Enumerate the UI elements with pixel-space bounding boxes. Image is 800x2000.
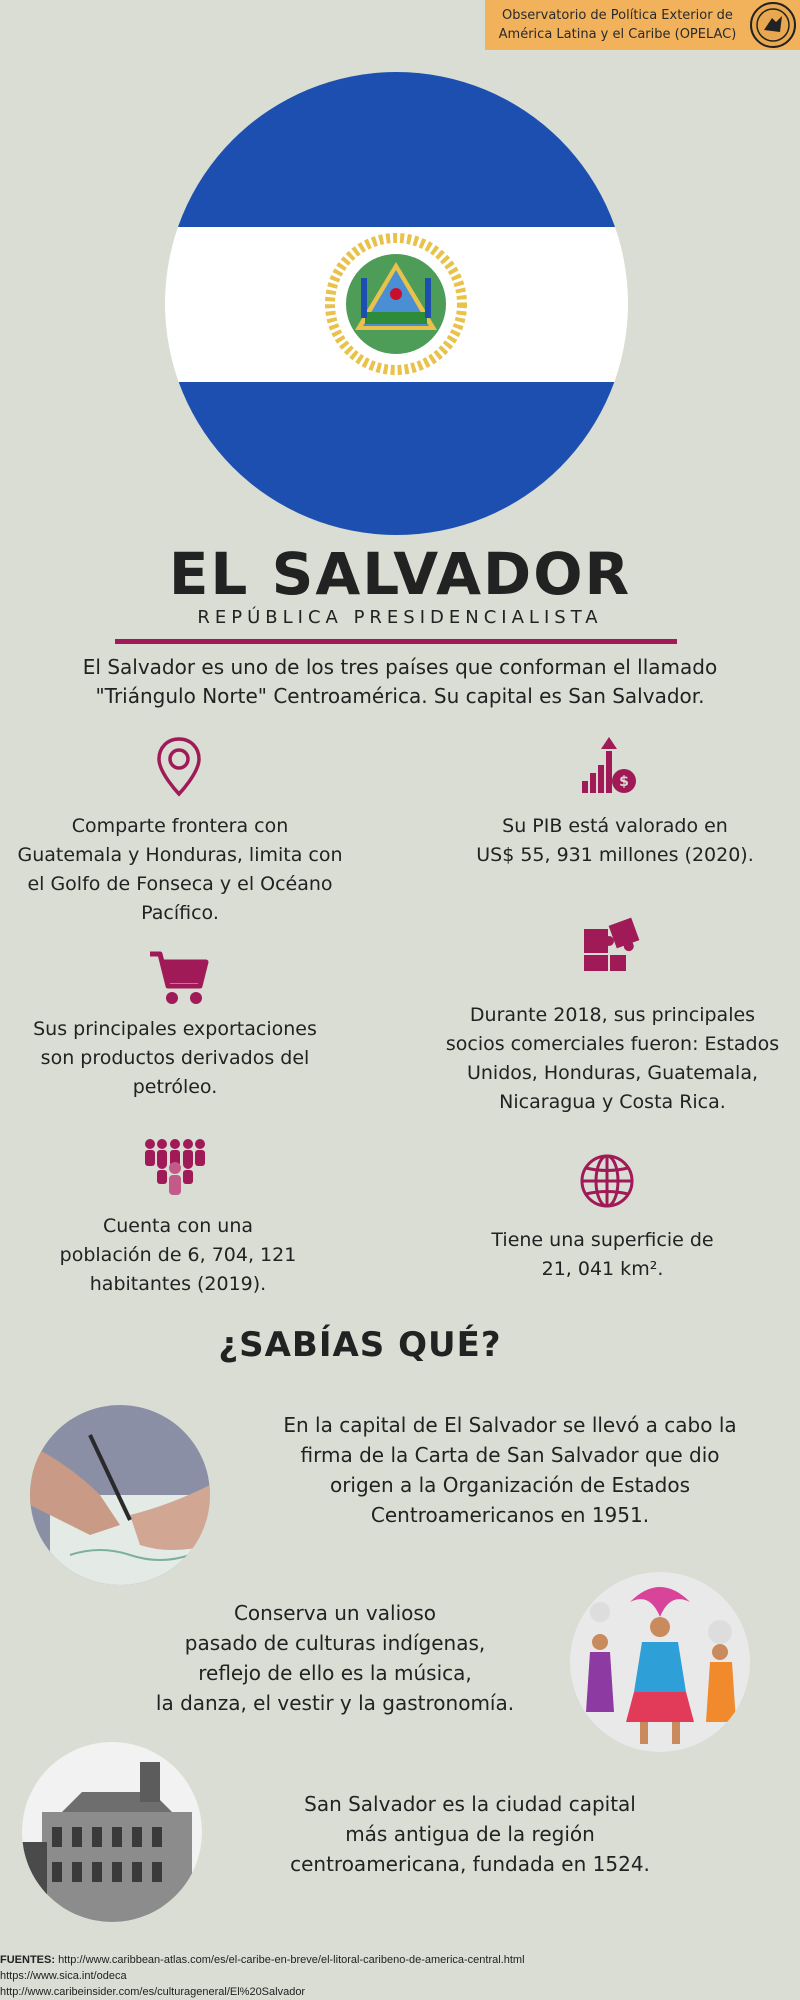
puzzle-icon [582,915,640,977]
did-you-know-line: pasado de culturas indígenas, [184,1631,486,1655]
did-you-know-line: origen a la Organización de Estados [329,1473,691,1497]
people-group-icon [142,1136,208,1200]
did-you-know-line: firma de la Carta de San Salvador que dio [300,1443,720,1467]
country-title: EL SALVADOR [168,540,632,608]
source-link-1[interactable]: http://www.caribbean-atlas.com/es/el-caribe-en-breve/el-litoral-caribeno-de-america-central.html [58,1954,525,1966]
fact-partners-line: Durante 2018, sus principales [469,1004,756,1026]
did-you-know-title: ¿SABÍAS QUÉ? [218,1325,502,1365]
fact-borders-line: Guatemala y Honduras, limita con [17,844,343,866]
title-divider [115,639,677,644]
el-salvador-flag [165,72,628,535]
sources-footer [0,1952,800,2000]
fact-exports-line: son productos derivados del [40,1047,310,1069]
fact-area-line: Tiene una superficie de [491,1229,714,1251]
fact-borders-line: el Golfo de Fonseca y el Océano [27,873,333,895]
did-you-know-item-2 [110,1598,560,1718]
did-you-know-line: San Salvador es la ciudad capital [304,1792,636,1816]
fact-partners-line: socios comerciales fueron: Estados [445,1033,780,1055]
fact-area-line: 21, 041 km². [541,1258,664,1280]
fact-partners-line: Nicaragua y Costa Rica. [499,1091,726,1113]
sources-label: FUENTES: [0,1954,55,1966]
fact-area [425,1226,780,1284]
did-you-know-line: En la capital de El Salvador se llevó a cabo la [283,1413,737,1437]
organization-name [495,6,740,44]
growth-chart-icon [580,735,638,801]
opelac-logo [750,2,796,48]
organization-name-line2: América Latina y el Caribe (OPELAC) [498,27,737,42]
intro-paragraph [20,653,780,711]
svg-text:$: $ [619,774,629,790]
fact-borders [0,812,360,928]
did-you-know-line: Centroamericanos en 1951. [370,1503,650,1527]
fact-population-line: habitantes (2019). [89,1273,267,1295]
did-you-know-line: Conserva un valioso [233,1601,437,1625]
fact-trade-partners [425,1001,800,1117]
did-you-know-line: centroamericana, fundada en 1524. [290,1852,650,1876]
fact-population-line: Cuenta con una [102,1215,254,1237]
did-you-know-line: reflejo de ello es la música, [198,1661,472,1685]
globe-icon [579,1153,635,1213]
did-you-know-line: la danza, el vestir y la gastronomía. [155,1691,515,1715]
location-pin-icon [156,736,202,802]
fact-exports [0,1015,350,1102]
fact-borders-line: Comparte frontera con [71,815,289,837]
fact-gdp [430,812,800,870]
historic-building-photo [22,1742,202,1922]
fact-exports-line: Sus principales exportaciones [33,1018,317,1040]
government-type: REPÚBLICA PRESIDENCIALISTA [197,607,603,628]
did-you-know-line: más antigua de la región [345,1822,595,1846]
fact-population [0,1212,356,1299]
fact-borders-line: Pacífico. [141,902,219,924]
fact-gdp-line: Su PIB está valorado en [502,815,728,837]
signing-document-photo [30,1405,210,1585]
intro-line2: "Triángulo Norte" Centroamérica. Su capital es San Salvador. [95,684,705,708]
did-you-know-item-1 [250,1410,770,1530]
fact-gdp-line: US$ 55, 931 millones (2020). [476,844,754,866]
shopping-cart-icon [148,950,210,1012]
organization-header [485,0,800,50]
did-you-know-item-3 [240,1789,700,1879]
indigenous-dancers-illustration [570,1572,750,1752]
source-line-1 [0,1952,800,1968]
source-link-2[interactable]: https://www.sica.int/odeca [0,1970,127,1982]
organization-name-line1: Observatorio de Política Exterior de [502,8,733,23]
source-link-3[interactable]: http://www.caribeinsider.com/es/culturageneral/El%20Salvador [0,1986,306,1998]
fact-exports-line: petróleo. [132,1076,218,1098]
fact-population-line: población de 6, 704, 121 [59,1244,297,1266]
intro-line1: El Salvador es uno de los tres países que conforman el llamado [82,655,718,679]
fact-partners-line: Unidos, Honduras, Guatemala, [466,1062,759,1084]
